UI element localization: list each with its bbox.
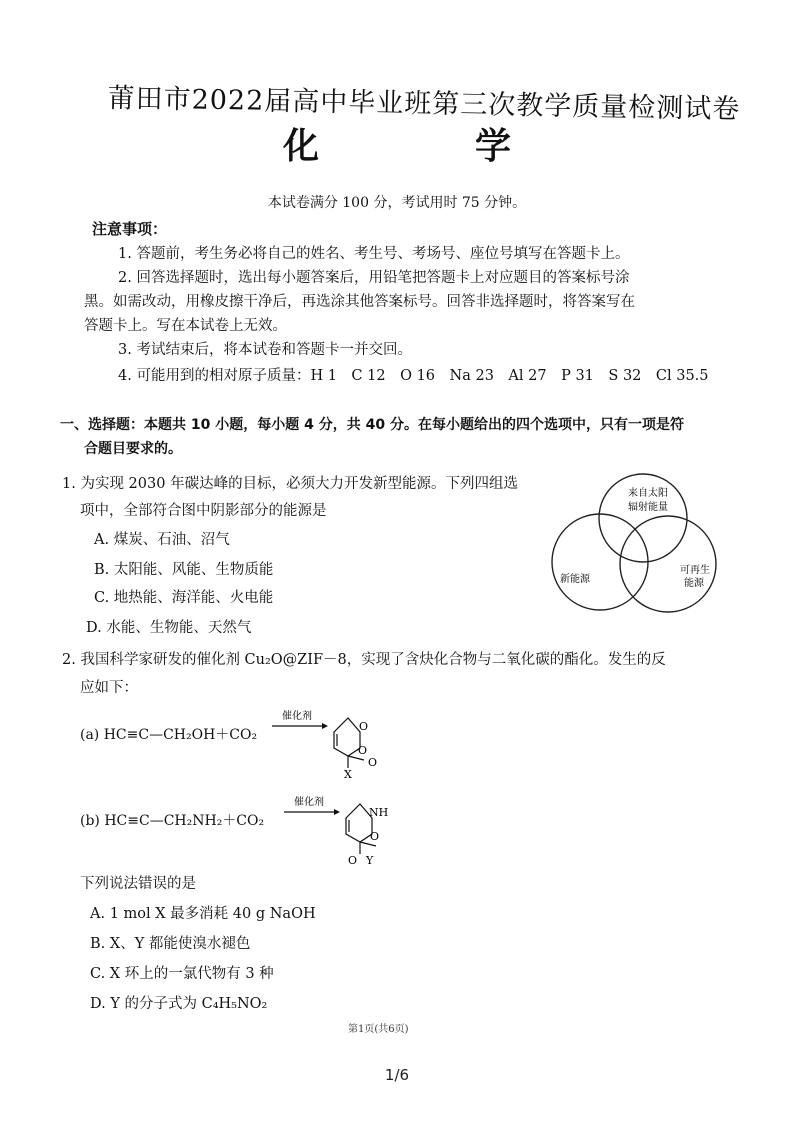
atom-o: O <box>370 830 380 843</box>
venn-label-renew-1: 可再生 <box>680 565 710 576</box>
compound-label-y: Y <box>366 854 374 867</box>
page-footer: 第1页(共6页) <box>348 1024 409 1035</box>
atom-o: O <box>359 720 369 733</box>
q2-option-d: D. Y 的分子式为 C₄H₅NO₂ <box>90 996 268 1012</box>
ring-x <box>334 718 360 756</box>
arrow-head <box>334 809 340 815</box>
q1-option-a: A. 煤炭、石油、沼气 <box>94 532 230 548</box>
section-heading: 一、选择题：本题共 10 小题，每小题 4 分，共 40 分。在每小题给出的四个选项中，只有一项是符 <box>60 417 684 433</box>
q2-stem: 2. 我国科学家研发的催化剂 Cu₂O@ZIF－8，实现了含炔化合物与二氧化碳的酯化。发生的反 <box>62 652 666 668</box>
atom-o: O <box>348 854 358 867</box>
exam-meta: 本试卷满分 100 分，考试用时 75 分钟。 <box>267 195 527 211</box>
notice-item: 答题卡上。写在本试卷上无效。 <box>84 318 287 334</box>
subject-title: 化 学 <box>282 125 571 167</box>
venn-circle-renewable <box>620 516 716 612</box>
reaction-a-scheme <box>268 708 398 788</box>
reaction-b: (b) HC≡C—CH₂NH₂＋CO₂ <box>80 813 265 829</box>
q2-stem-cont: 应如下： <box>80 680 138 696</box>
q1-option-d: D. 水能、生物能、天然气 <box>86 620 252 636</box>
compound-label-x: X <box>344 768 352 781</box>
venn-diagram <box>540 470 745 620</box>
notice-heading: 注意事项： <box>92 220 168 238</box>
exam-title: 莆田市2022届高中毕业班第三次教学质量检测试卷 <box>107 82 741 126</box>
atom-o: O <box>358 744 368 757</box>
atom-nh: NH <box>369 806 389 819</box>
arrow-head <box>322 723 328 729</box>
notice-item: 4. 可能用到的相对原子质量：H 1 C 12 O 16 Na 23 Al 27 P 31 S 32 Cl 35.5 <box>118 368 709 384</box>
atom-o: O <box>368 756 378 769</box>
q1-option-b: B. 太阳能、风能、生物质能 <box>94 562 274 578</box>
venn-label-sun-1: 来自太阳 <box>628 488 668 499</box>
notice-item: 2. 回答选择题时，选出每小题答案后，用铅笔把答题卡上对应题目的答案标号涂 <box>118 270 630 286</box>
page-number: 1/6 <box>384 1066 410 1084</box>
q2-question: 下列说法错误的是 <box>80 876 196 892</box>
venn-label-new: 新能源 <box>560 574 590 585</box>
q2-option-c: C. X 环上的一氯代物有 3 种 <box>90 966 274 982</box>
reaction-a: (a) HC≡C—CH₂OH＋CO₂ <box>80 727 258 743</box>
q2-option-a: A. 1 mol X 最多消耗 40 g NaOH <box>90 906 316 922</box>
venn-label-renew-2: 能源 <box>684 578 704 589</box>
reaction-b-scheme <box>280 794 410 874</box>
notice-item: 黑。如需改动，用橡皮擦干净后，再选涂其他答案标号。回答非选择题时，将答案写在 <box>84 294 635 310</box>
venn-label-sun-2: 辐射能量 <box>628 502 668 513</box>
section-heading-cont: 合题目要求的。 <box>84 441 182 457</box>
catalyst-label: 催化剂 <box>282 711 312 722</box>
q1-stem: 1. 为实现 2030 年碳达峰的目标，必须大力开发新型能源。下列四组选 <box>62 476 519 492</box>
notice-item: 1. 答题前，考生务必将自己的姓名、考生号、考场号、座位号填写在答题卡上。 <box>118 246 630 262</box>
q1-stem-cont: 项中，全部符合图中阴影部分的能源是 <box>80 503 327 519</box>
notice-item: 3. 考试结束后，将本试卷和答题卡一并交回。 <box>118 342 412 358</box>
catalyst-label: 催化剂 <box>294 797 324 808</box>
q1-option-c: C. 地热能、海洋能、火电能 <box>94 590 274 606</box>
q2-option-b: B. X、Y 都能使溴水褪色 <box>90 936 251 952</box>
